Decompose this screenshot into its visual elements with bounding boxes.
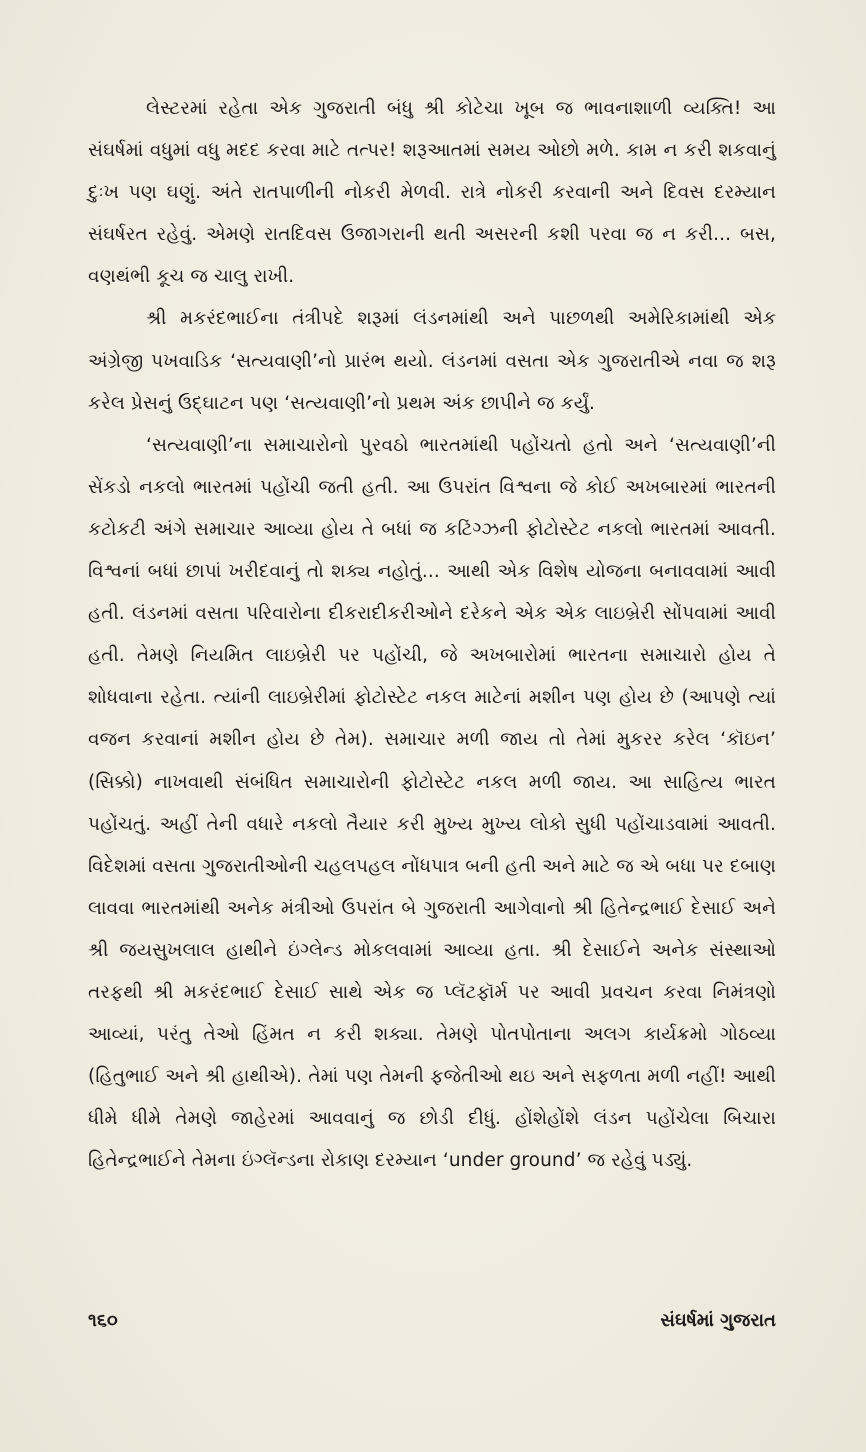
page-footer <box>88 1310 776 1342</box>
paragraph-3: ‘સત્યવાણી’ના સમાચારોનો પુરવઠો ભારતમાંથી પહોંચતો હતો અને ‘સત્યવાણી’ની સેંકડો નકલો ભારતમાં પહોંચી જતી હતી. આ ઉપરાંત વિશ્વના જે કોઈ અખબારમાં ભારતની કટોકટી અંગે સમાચાર આવ્યા હોય તે બધાં જ કટિંગ્ઝની ફોટોસ્ટેટ નકલો ભારતમાં આવતી. વિશ્વનાં બધાં છાપાં ખરીદવાનું તો શક્ય નહોતું... આથી એક વિશેષ યોજના બનાવવામાં આવી હતી. લંડનમાં વસતા પરિવારોના દીકરાદીકરીઓને દરેકને એક એક લાઇબ્રેરી સોંપવામાં આવી હતી. તેમણે નિયમિત લાઇબ્રેરી પર પહોંચી, જે અખબારોમાં ભારતના સમાચારો હોય તે શોધવાના રહેતા. ત્યાંની લાઇબ્રેરીમાં ફોટોસ્ટેટ નકલ માટેનાં મશીન પણ હોય છે (આપણે ત્યાં વજન કરવાનાં મશીન હોય છે તેમ). સમાચાર મળી જાય તો તેમાં મુકરર કરેલ ‘કૉઇન’ (સિક્કો) નાખવાથી સંબંધિત સમાચારોની ફોટોસ્ટેટ નકલ મળી જાય. આ સાહિત્ય ભારત પહોંચતું. અહીં તેની વધારે નકલો તૈયાર કરી મુખ્ય મુખ્ય લોકો સુધી પહોંચાડવામાં આવતી. વિદેશમાં વસતા ગુજરાતીઓની ચહલપહલ નોંધપાત્ર બની હતી અને માટે જ એ બધા પર દબાણ લાવવા ભારતમાંથી અનેક મંત્રીઓ ઉપરાંત બે ગુજરાતી આગેવાનો શ્રી હિતેન્દ્રભાઈ દેસાઈ અને શ્રી જયસુખલાલ હાથીને ઇંગ્લેન્ડ મોકલવામાં આવ્યા હતા. શ્રી દેસાઈને અનેક સંસ્થાઓ તરફથી શ્રી મકરંદભાઈ દેસાઈ સાથે એક જ પ્લૅટફૉર્મ પર આવી પ્રવચન કરવા નિમંત્રણો આવ્યાં, પરંતુ તેઓ હિંમત ન કરી શક્યા. તેમણે પોતપોતાના અલગ કાર્યક્રમો ગોઠવ્યા (હિતુભાઈ અને શ્રી હાથીએ). તેમાં પણ તેમની ફજેતીઓ થઇ અને સફળતા મળી નહીં! આથી ધીમે ધીમે તેમણે જાહેરમાં આવવાનું જ છોડી દીધું. હોંશેહોંશે લંડન પહોંચેલા બિચારા હિતેન્દ્રભાઈને તેમના ઇંગ્લૅન્ડના રોકાણ દરમ્યાન ‘under ground’ જ રહેવું પડ્યું. <box>88 434 776 1172</box>
paragraph-1: લેસ્ટરમાં રહેતા એક ગુજરાતી બંધુ શ્રી કોટેચા ખૂબ જ ભાવનાશાળી વ્યક્તિ! આ સંઘર્ષમાં વધુમાં વધુ મદદ કરવા માટે તત્પર! શરૂઆતમાં સમય ઓછો મળે. કામ ન કરી શકવાનું દુઃખ પણ ઘણું. અંતે રાતપાળીની નોકરી મેળવી. રાત્રે નોકરી કરવાની અને દિવસ દરમ્યાન સંઘર્ષરત રહેવું. એમણે રાતદિવસ ઉજાગરાની થતી અસરની કશી પરવા જ ન કરી... બસ, વણથંભી કૂચ જ ચાલુ રાખી. <box>88 98 776 288</box>
paragraph-2: શ્રી મકરંદભાઈના તંત્રીપદે શરૂમાં લંડનમાંથી અને પાછળથી અમેરિકામાંથી એક અંગ્રેજી પખવાડિક ‘સત્યવાણી’નો પ્રારંભ થયો. લંડનમાં વસતા એક ગુજરાતીએ નવા જ શરૂ કરેલ પ્રેસનું ઉદ્‌ઘાટન પણ ‘સત્યવાણી’નો પ્રથમ અંક છાપીને જ કર્યું. <box>88 308 776 414</box>
running-title: સંઘર્ષમાં ગુજરાત <box>660 1310 776 1331</box>
body-text <box>88 88 776 1182</box>
page-number: ૧૬૦ <box>88 1310 118 1331</box>
